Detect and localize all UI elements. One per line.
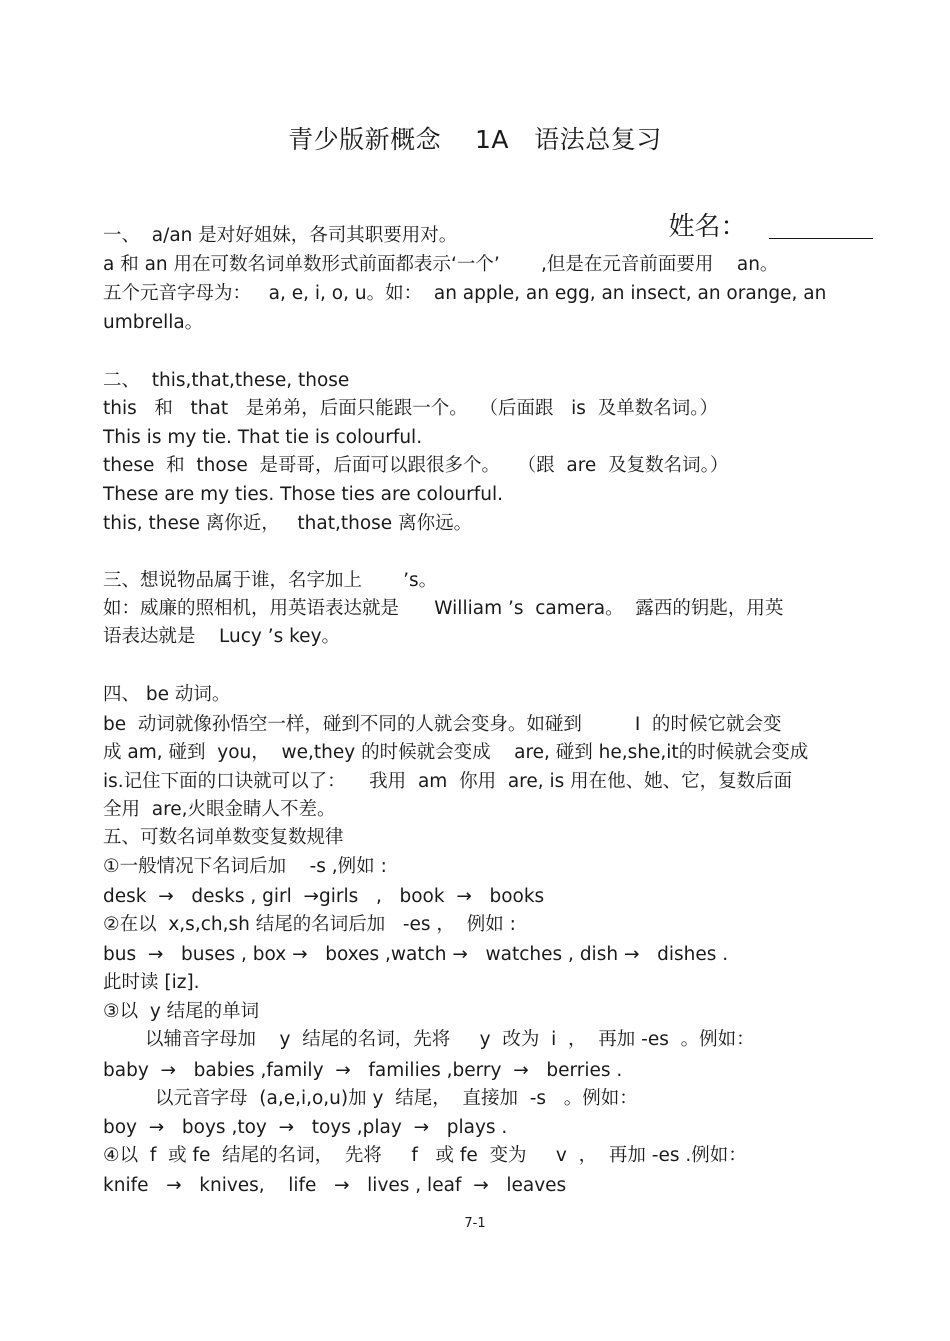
text-line: a 和 an 用在可数名词单数形式前面都表示‘一个’ ,但是在元音前面要用 an。 [103, 254, 779, 275]
name-blank-line [769, 212, 873, 239]
text-line: be 动词就像孙悟空一样，碰到不同的人就会变身。如碰到 I 的时候它就会变 [103, 714, 782, 735]
text-line: 全用 are,火眼金睛人不差。 [103, 799, 336, 820]
rule-line: ①一般情况下名词后加 -s ,例如 : [103, 856, 387, 877]
text-line: 此时读 [iz]. [103, 972, 200, 993]
section-5-heading: 五、可数名词单数变复数规律 [103, 827, 344, 848]
text-line: 五个元音字母为： a, e, i, o, u。如： an apple, an egg, an insect, an orange, an [103, 283, 827, 304]
text-line: 语表达就是 Lucy ’s key。 [103, 626, 341, 647]
rule-line: ②在以 x,s,ch,sh 结尾的名词后加 -es ， 例如 : [103, 914, 516, 935]
example-line: These are my ties. Those ties are colourful. [103, 484, 504, 505]
text-line: 成 am, 碰到 you， we,they 的时候就会变成 are, 碰到 he,she,it的时候就会变成 [103, 742, 809, 763]
page-number: 7-1 [464, 1216, 486, 1231]
section-1-heading: 一、 a/an 是对好姐妹，各司其职要用对。 [103, 225, 458, 246]
name-label: 姓名： [668, 212, 747, 242]
text-line: umbrella。 [103, 312, 204, 333]
rule-line: ④以 f 或 fe 结尾的名词， 先将 f 或 fe 变为 v ， 再加 -es .例如： [103, 1145, 747, 1166]
example-line: bus → buses , box → boxes ,watch → watches , dish → dishes . [103, 944, 729, 965]
example-line: baby → babies ,family → families ,berry → berries . [103, 1060, 623, 1081]
text-line: this 和 that 是弟弟，后面只能跟一个。 （后面跟 is 及单数名词。） [103, 398, 718, 419]
section-4-heading: 四、 be 动词。 [103, 684, 231, 705]
text-line: these 和 those 是哥哥，后面可以跟很多个。 （跟 are 及复数名词。） [103, 455, 729, 476]
name-field [652, 176, 873, 243]
rule-line: 以元音字母 (a,e,i,o,u)加 y 结尾， 直接加 -s 。例如： [155, 1088, 638, 1109]
section-3-heading: 三、想说物品属于谁，名字加上 ’s。 [103, 570, 438, 591]
page-title: 青少版新概念 1A 语法总复习 [288, 125, 662, 154]
text-line: is.记住下面的口诀就可以了： 我用 am 你用 are, is 用在他、她、它，复数后面 [103, 771, 793, 792]
example-line: knife → knives, life → lives , leaf → leaves [103, 1175, 567, 1196]
text-line: this, these 离你近， that,those 离你远。 [103, 513, 473, 534]
example-line: boy → boys ,toy → toys ,play → plays . [103, 1117, 508, 1138]
text-line: 如：威廉的照相机，用英语表达就是 William ’s camera。 露西的钥匙，用英 [103, 598, 784, 619]
example-line: desk → desks , girl →girls , book → books [103, 886, 545, 907]
rule-line: 以辅音字母加 y 结尾的名词，先将 y 改为 i ， 再加 -es 。例如： [145, 1029, 755, 1050]
section-2-heading: 二、 this,that,these, those [103, 370, 350, 391]
example-line: This is my tie. That tie is colourful. [103, 427, 423, 448]
rule-line: ③以 y 结尾的单词 [103, 1001, 260, 1022]
